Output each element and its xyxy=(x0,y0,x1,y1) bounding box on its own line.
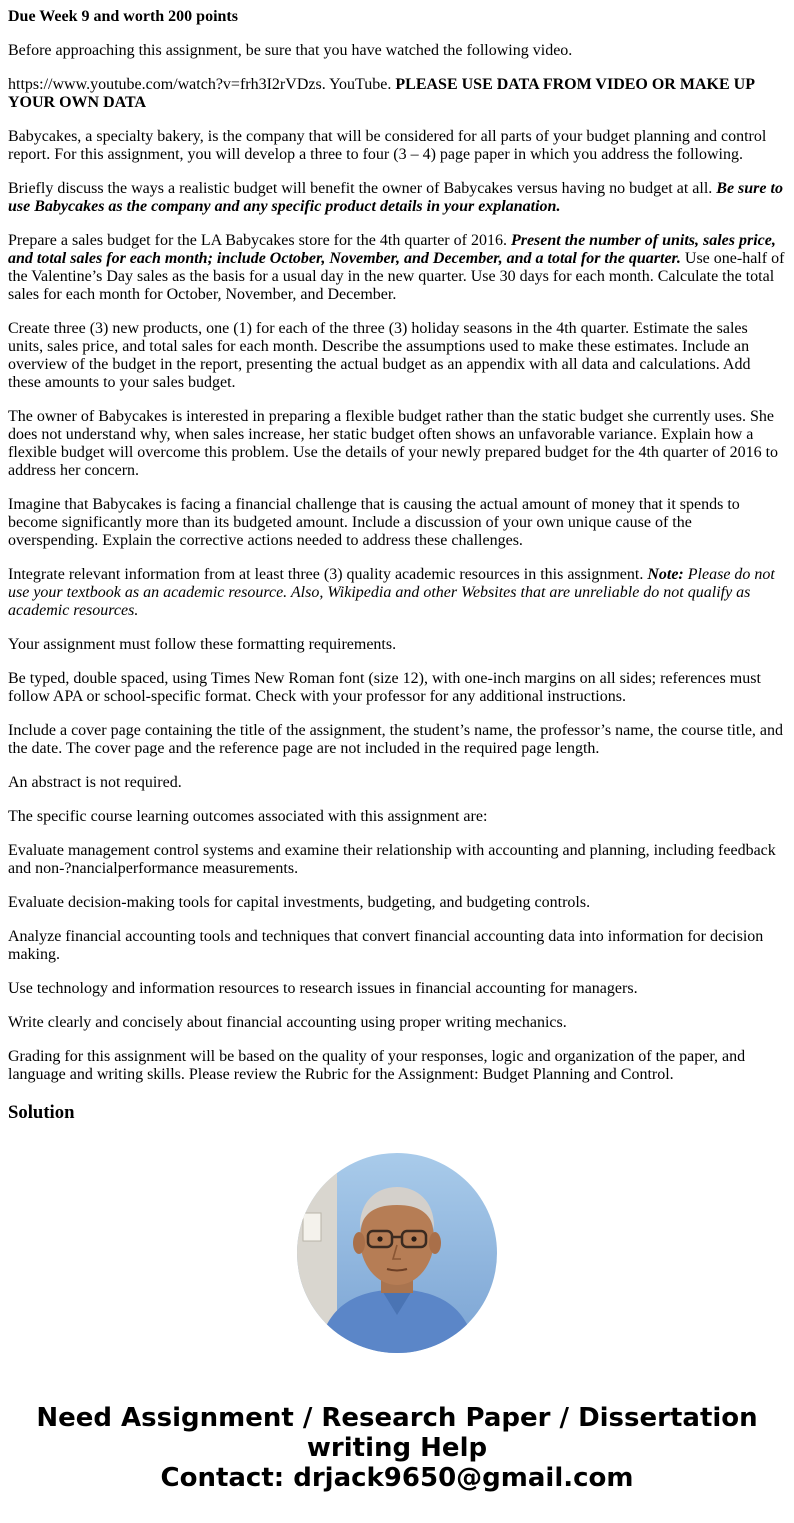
author-portrait-image xyxy=(297,1153,497,1353)
assignment-document xyxy=(8,0,786,1124)
writing-help-banner xyxy=(0,1403,794,1493)
abstract-note: An abstract is not required. xyxy=(8,774,182,791)
company-paragraph: Babycakes, a specialty bakery, is the company that will be considered for all parts of your budget planning and control report. For this assignment, you will develop a three to four (3 – 4) page paper in which you address the following. xyxy=(8,128,767,163)
help-line-2: writing Help xyxy=(306,1433,488,1463)
new-products-paragraph: Create three (3) new products, one (1) for each of the three (3) holiday seasons in the 4th quarter. Estimate the sales units, sales price, and total sales for each month. Describe the assumptions used to make these estimates. Include an overview of the budget in the report, presenting the actual budget as an appendix with all data and calculations. Add these amounts to your sales budget. xyxy=(8,320,751,391)
cover-page-requirement: Include a cover page containing the title of the assignment, the student’s name, the professor’s name, the course title, and the date. The cover page and the reference page are not included in the required page length. xyxy=(8,722,784,757)
contact-email: Contact: drjack9650@gmail.com xyxy=(160,1463,634,1493)
video-link: https://www.youtube.com/watch?v=frh3I2rVDzs. YouTube. xyxy=(8,76,396,93)
outcome-item: Write clearly and concisely about financial accounting using proper writing mechanics. xyxy=(8,1014,567,1031)
outcomes-intro: The specific course learning outcomes associated with this assignment are: xyxy=(8,808,488,825)
typed-requirement: Be typed, double spaced, using Times New Roman font (size 12), with one-inch margins on all sides; references must follow APA or school-specific format. Check with your professor for any additional instructions. xyxy=(8,670,761,705)
outcome-item: Analyze financial accounting tools and techniques that convert financial accounting data into information for decision making. xyxy=(8,928,764,963)
author-avatar xyxy=(297,1153,497,1353)
outcome-item: Evaluate management control systems and examine their relationship with accounting and planning, including feedback and non-?nancialperformance measurements. xyxy=(8,842,776,877)
sales-budget-paragraph: Prepare a sales budget for the LA Babycakes store for the 4th quarter of 2016. Present the number of units, sales price, and total sales for each month; include October, November, and December, and a total for the quarter. Use one-half of the Valentine’s Day sales as the basis for a usual day in the new quarter. Use 30 days for each month. Calculate the total sales for each month for October, November, and December. xyxy=(8,232,785,303)
grading-paragraph: Grading for this assignment will be based on the quality of your responses, logic and organization of the paper, and language and writing skills. Please review the Rubric for the Assignment: Budget Planning and Control. xyxy=(8,1048,746,1083)
flexible-budget-paragraph: The owner of Babycakes is interested in preparing a flexible budget rather than the static budget she currently uses. She does not understand why, when sales increase, her static budget often shows an unfavorable variance. Explain how a flexible budget will overcome this problem. Use the details of your newly prepared budget for the 4th quarter of 2016 to address her concern. xyxy=(8,408,779,479)
video-link-paragraph xyxy=(8,76,786,112)
due-heading: Due Week 9 and worth 200 points xyxy=(8,8,238,25)
outcome-item: Evaluate decision-making tools for capital investments, budgeting, and budgeting controls. xyxy=(8,894,591,911)
video-data-note: PLEASE USE DATA FROM VIDEO OR MAKE UP YOUR OWN DATA xyxy=(8,76,755,111)
financial-challenge-paragraph: Imagine that Babycakes is facing a financial challenge that is causing the actual amount of money that it spends to become significantly more than its budgeted amount. Include a discussion of your own unique cause of the overspending. Explain the corrective actions needed to address these challenges. xyxy=(8,496,740,549)
benefit-paragraph: Briefly discuss the ways a realistic budget will benefit the owner of Babycakes versus having no budget at all. Be sure to use Babycakes as the company and any specific product details in your explanation. xyxy=(8,180,783,215)
help-line-1: Need Assignment / Research Paper / Dissertation xyxy=(36,1403,758,1433)
formatting-paragraph: Your assignment must follow these formatting requirements. xyxy=(8,636,397,653)
outcome-item: Use technology and information resources to research issues in financial accounting for managers. xyxy=(8,980,638,997)
solution-heading: Solution xyxy=(8,1102,75,1123)
video-intro: Before approaching this assignment, be sure that you have watched the following video. xyxy=(8,42,573,59)
resources-paragraph: Integrate relevant information from at least three (3) quality academic resources in this assignment. Note: Please do not use your textbook as an academic resource. Also, Wikipedia and other Websites that are unreliable do not qualify as academic resources. xyxy=(8,566,775,619)
